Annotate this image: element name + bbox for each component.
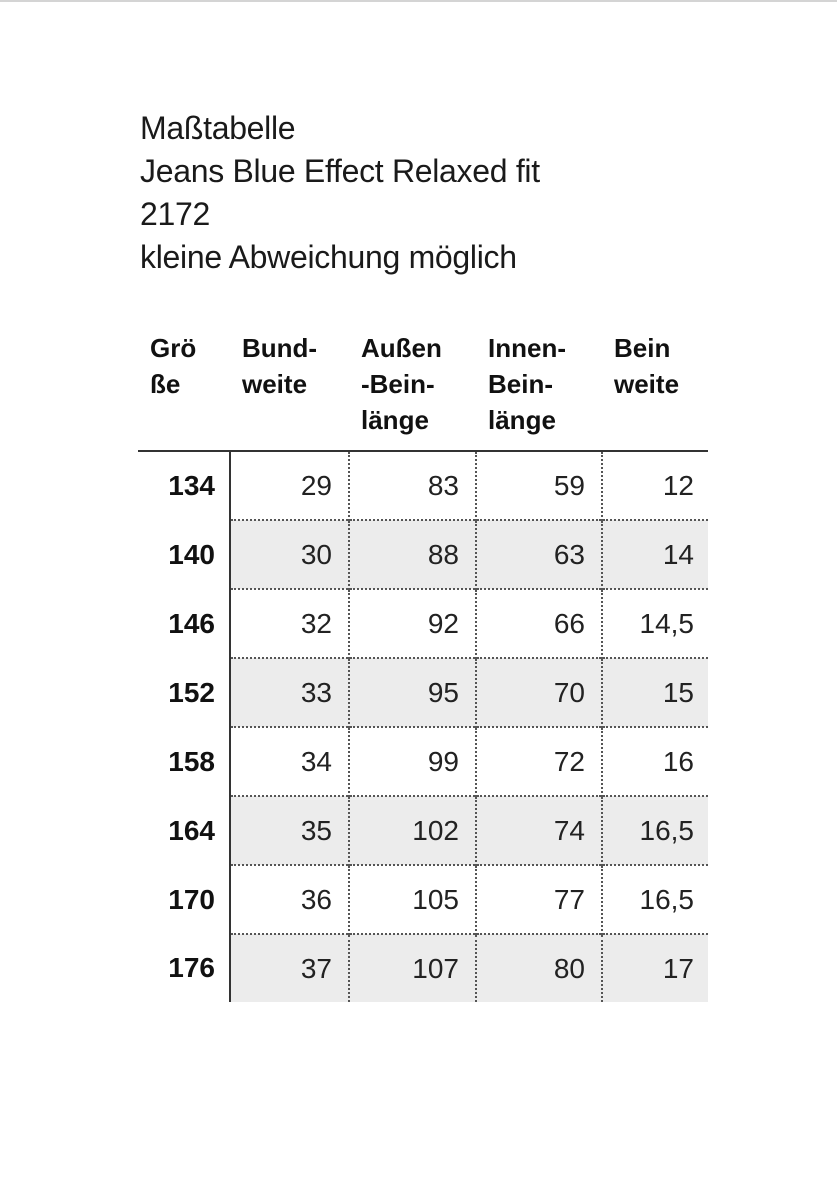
table-row <box>138 934 708 1002</box>
table-cell: 105 <box>349 865 476 934</box>
header-row <box>138 330 708 451</box>
column-header-size: Grö ße <box>138 330 230 451</box>
document-header <box>140 107 540 279</box>
table-cell: 74 <box>476 796 602 865</box>
column-header-outer-leg: Außen -Bein- länge <box>349 330 476 451</box>
table-cell: 102 <box>349 796 476 865</box>
table-cell: 80 <box>476 934 602 1002</box>
title: Maßtabelle <box>140 110 296 146</box>
table-cell: 30 <box>230 520 349 589</box>
table-cell: 66 <box>476 589 602 658</box>
size-table <box>138 330 708 1002</box>
size-cell: 146 <box>138 589 230 658</box>
table-cell: 32 <box>230 589 349 658</box>
table-cell: 70 <box>476 658 602 727</box>
table-cell: 16,5 <box>602 796 708 865</box>
table-cell: 16,5 <box>602 865 708 934</box>
top-divider <box>0 0 837 2</box>
table-cell: 72 <box>476 727 602 796</box>
table-row <box>138 796 708 865</box>
size-cell: 152 <box>138 658 230 727</box>
size-cell: 176 <box>138 934 230 1002</box>
table-cell: 29 <box>230 451 349 520</box>
size-cell: 164 <box>138 796 230 865</box>
tolerance-note: kleine Abweichung möglich <box>140 239 517 275</box>
column-header-inner-leg: Innen- Bein- länge <box>476 330 602 451</box>
table-cell: 88 <box>349 520 476 589</box>
table-row <box>138 520 708 589</box>
table-row <box>138 865 708 934</box>
table-row <box>138 589 708 658</box>
size-cell: 140 <box>138 520 230 589</box>
size-cell: 134 <box>138 451 230 520</box>
table-row <box>138 727 708 796</box>
table-cell: 33 <box>230 658 349 727</box>
table-cell: 37 <box>230 934 349 1002</box>
size-cell: 158 <box>138 727 230 796</box>
table-cell: 63 <box>476 520 602 589</box>
table-cell: 59 <box>476 451 602 520</box>
table-cell: 35 <box>230 796 349 865</box>
table-cell: 15 <box>602 658 708 727</box>
table-row <box>138 658 708 727</box>
table-cell: 92 <box>349 589 476 658</box>
table-cell: 77 <box>476 865 602 934</box>
table-cell: 12 <box>662 469 694 501</box>
size-cell: 170 <box>138 865 230 934</box>
column-header-leg-width: Bein weite <box>602 330 708 451</box>
table-cell: 16 <box>602 727 708 796</box>
table-cell: 14 <box>602 520 708 589</box>
table-cell: 99 <box>349 727 476 796</box>
table-cell: 36 <box>230 865 349 934</box>
table-cell: 83 <box>349 451 476 520</box>
article-number: 2172 <box>140 196 210 232</box>
table-cell: 14,5 <box>602 589 708 658</box>
column-header-waist: Bund- weite <box>230 330 349 451</box>
table-cell: 107 <box>349 934 476 1002</box>
table-cell: 17 <box>602 934 708 1002</box>
table-cell: 34 <box>230 727 349 796</box>
table-row <box>138 451 708 520</box>
product-name: Jeans Blue Effect Relaxed fit <box>140 153 540 189</box>
table-cell: 95 <box>349 658 476 727</box>
